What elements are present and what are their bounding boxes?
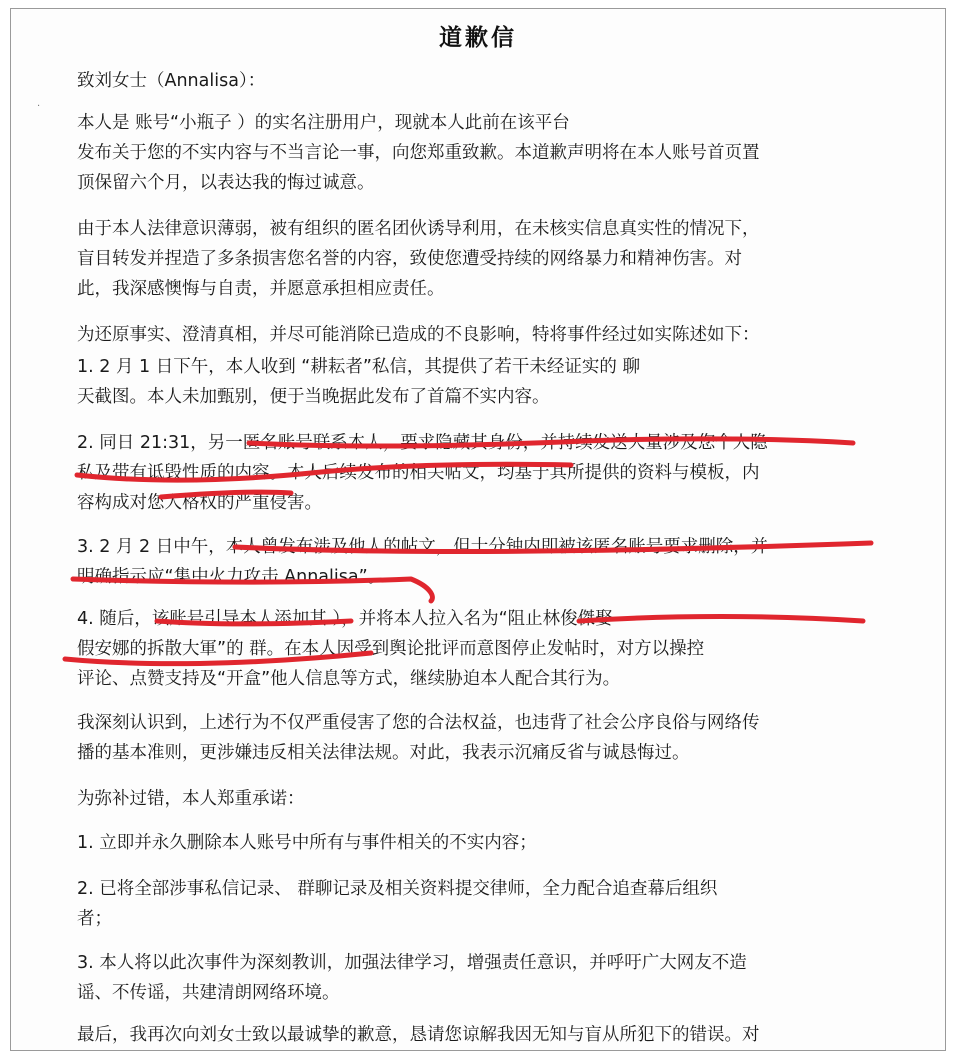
item-1-line-1: 1. 2 月 1 日下午，本人收到 “耕耘者”私信，其提供了若干未经证实的 聊 bbox=[77, 357, 640, 377]
paragraph-2-line-2: 盲目转发并捏造了多条损害您名誉的内容，致使您遭受持续的网络暴力和精神伤害。对 bbox=[77, 249, 742, 269]
paragraph-6-line-1: 最后，我再次向刘女士致以最诚挚的歉意，恳请您谅解我因无知与盲从所犯下的错误。对 bbox=[77, 1025, 760, 1045]
paragraph-3-line-1: 为还原事实、澄清真相，并尽可能消除已造成的不良影响，特将事件经过如实陈述如下： bbox=[77, 325, 760, 345]
scan-speck: · bbox=[37, 101, 41, 112]
salutation: 致刘女士（Annalisa）： bbox=[77, 71, 266, 91]
commitment-1: 1. 立即并永久删除本人账号中所有与事件相关的不实内容； bbox=[77, 833, 537, 853]
paragraph-1-line-1: 本人是 账号“小瓶子 ）的实名注册用户，现就本人此前在该平台 bbox=[77, 113, 570, 133]
commitment-2-line-1: 2. 已将全部涉事私信记录、 群聊记录及相关资料提交律师，全力配合追查幕后组织 bbox=[77, 879, 718, 899]
item-3-line-2: 明确指示应“集中火力攻击 Annalisa”。 bbox=[77, 567, 386, 587]
item-4-line-1: 4. 随后，该账号引导本人添加其 ），并将本人拉入名为“阻止林俊傑娶 bbox=[77, 609, 613, 629]
item-3-line-1: 3. 2 月 2 日中午，本人曾发布涉及他人的帖文，但十分钟内即被该匿名账号要求删除，并 bbox=[77, 537, 769, 557]
paragraph-2-line-3: 此，我深感懊悔与自责，并愿意承担相应责任。 bbox=[77, 279, 445, 299]
letter-title: 道歉信 bbox=[439, 25, 517, 51]
item-4-line-3: 评论、点赞支持及“开盒”他人信息等方式，继续胁迫本人配合其行为。 bbox=[77, 669, 621, 689]
item-1-line-2: 天截图。本人未加甄别，便于当晚据此发布了首篇不实内容。 bbox=[77, 387, 550, 407]
paragraph-1-line-3: 顶保留六个月，以表达我的悔过诚意。 bbox=[77, 173, 375, 193]
paragraph-2-line-1: 由于本人法律意识薄弱，被有组织的匿名团伙诱导利用，在未核实信息真实性的情况下， bbox=[77, 219, 760, 239]
underline-item4-b bbox=[579, 617, 863, 622]
paragraph-1-line-2: 发布关于您的不实内容与不当言论一事，向您郑重致歉。本道歉声明将在本人账号首页置 bbox=[77, 143, 760, 163]
item-2-line-3: 容构成对您人格权的严重侵害。 bbox=[77, 493, 322, 513]
commitment-3-line-1: 3. 本人将以此次事件为深刻教训，加强法律学习，增强责任意识，并呼吁广大网友不造 bbox=[77, 953, 747, 973]
paragraph-5-line-1: 为弥补过错，本人郑重承诺： bbox=[77, 789, 305, 809]
paragraph-4-line-2: 播的基本准则，更涉嫌违反相关法律法规。对此，我表示沉痛反省与诚恳悔过。 bbox=[77, 743, 690, 763]
item-2-line-2: 私及带有诋毁性质的内容。本人后续发布的相关帖文，均基于其所提供的资料与模板，内 bbox=[77, 463, 760, 483]
commitment-3-line-2: 谣、不传谣，共建清朗网络环境。 bbox=[77, 983, 340, 1003]
item-2-line-1: 2. 同日 21:31，另一匿名账号联系本人，要求隐藏其身份，并持续发送大量涉及您个人隐 bbox=[77, 433, 768, 453]
letter-page bbox=[10, 8, 946, 1051]
item-4-line-2: 假安娜的拆散大軍”的 群。在本人因受到舆论批评而意图停止发帖时，对方以操控 bbox=[77, 639, 705, 659]
commitment-2-line-2: 者； bbox=[77, 909, 112, 929]
paragraph-4-line-1: 我深刻认识到，上述行为不仅严重侵害了您的合法权益，也违背了社会公序良俗与网络传 bbox=[77, 713, 760, 733]
